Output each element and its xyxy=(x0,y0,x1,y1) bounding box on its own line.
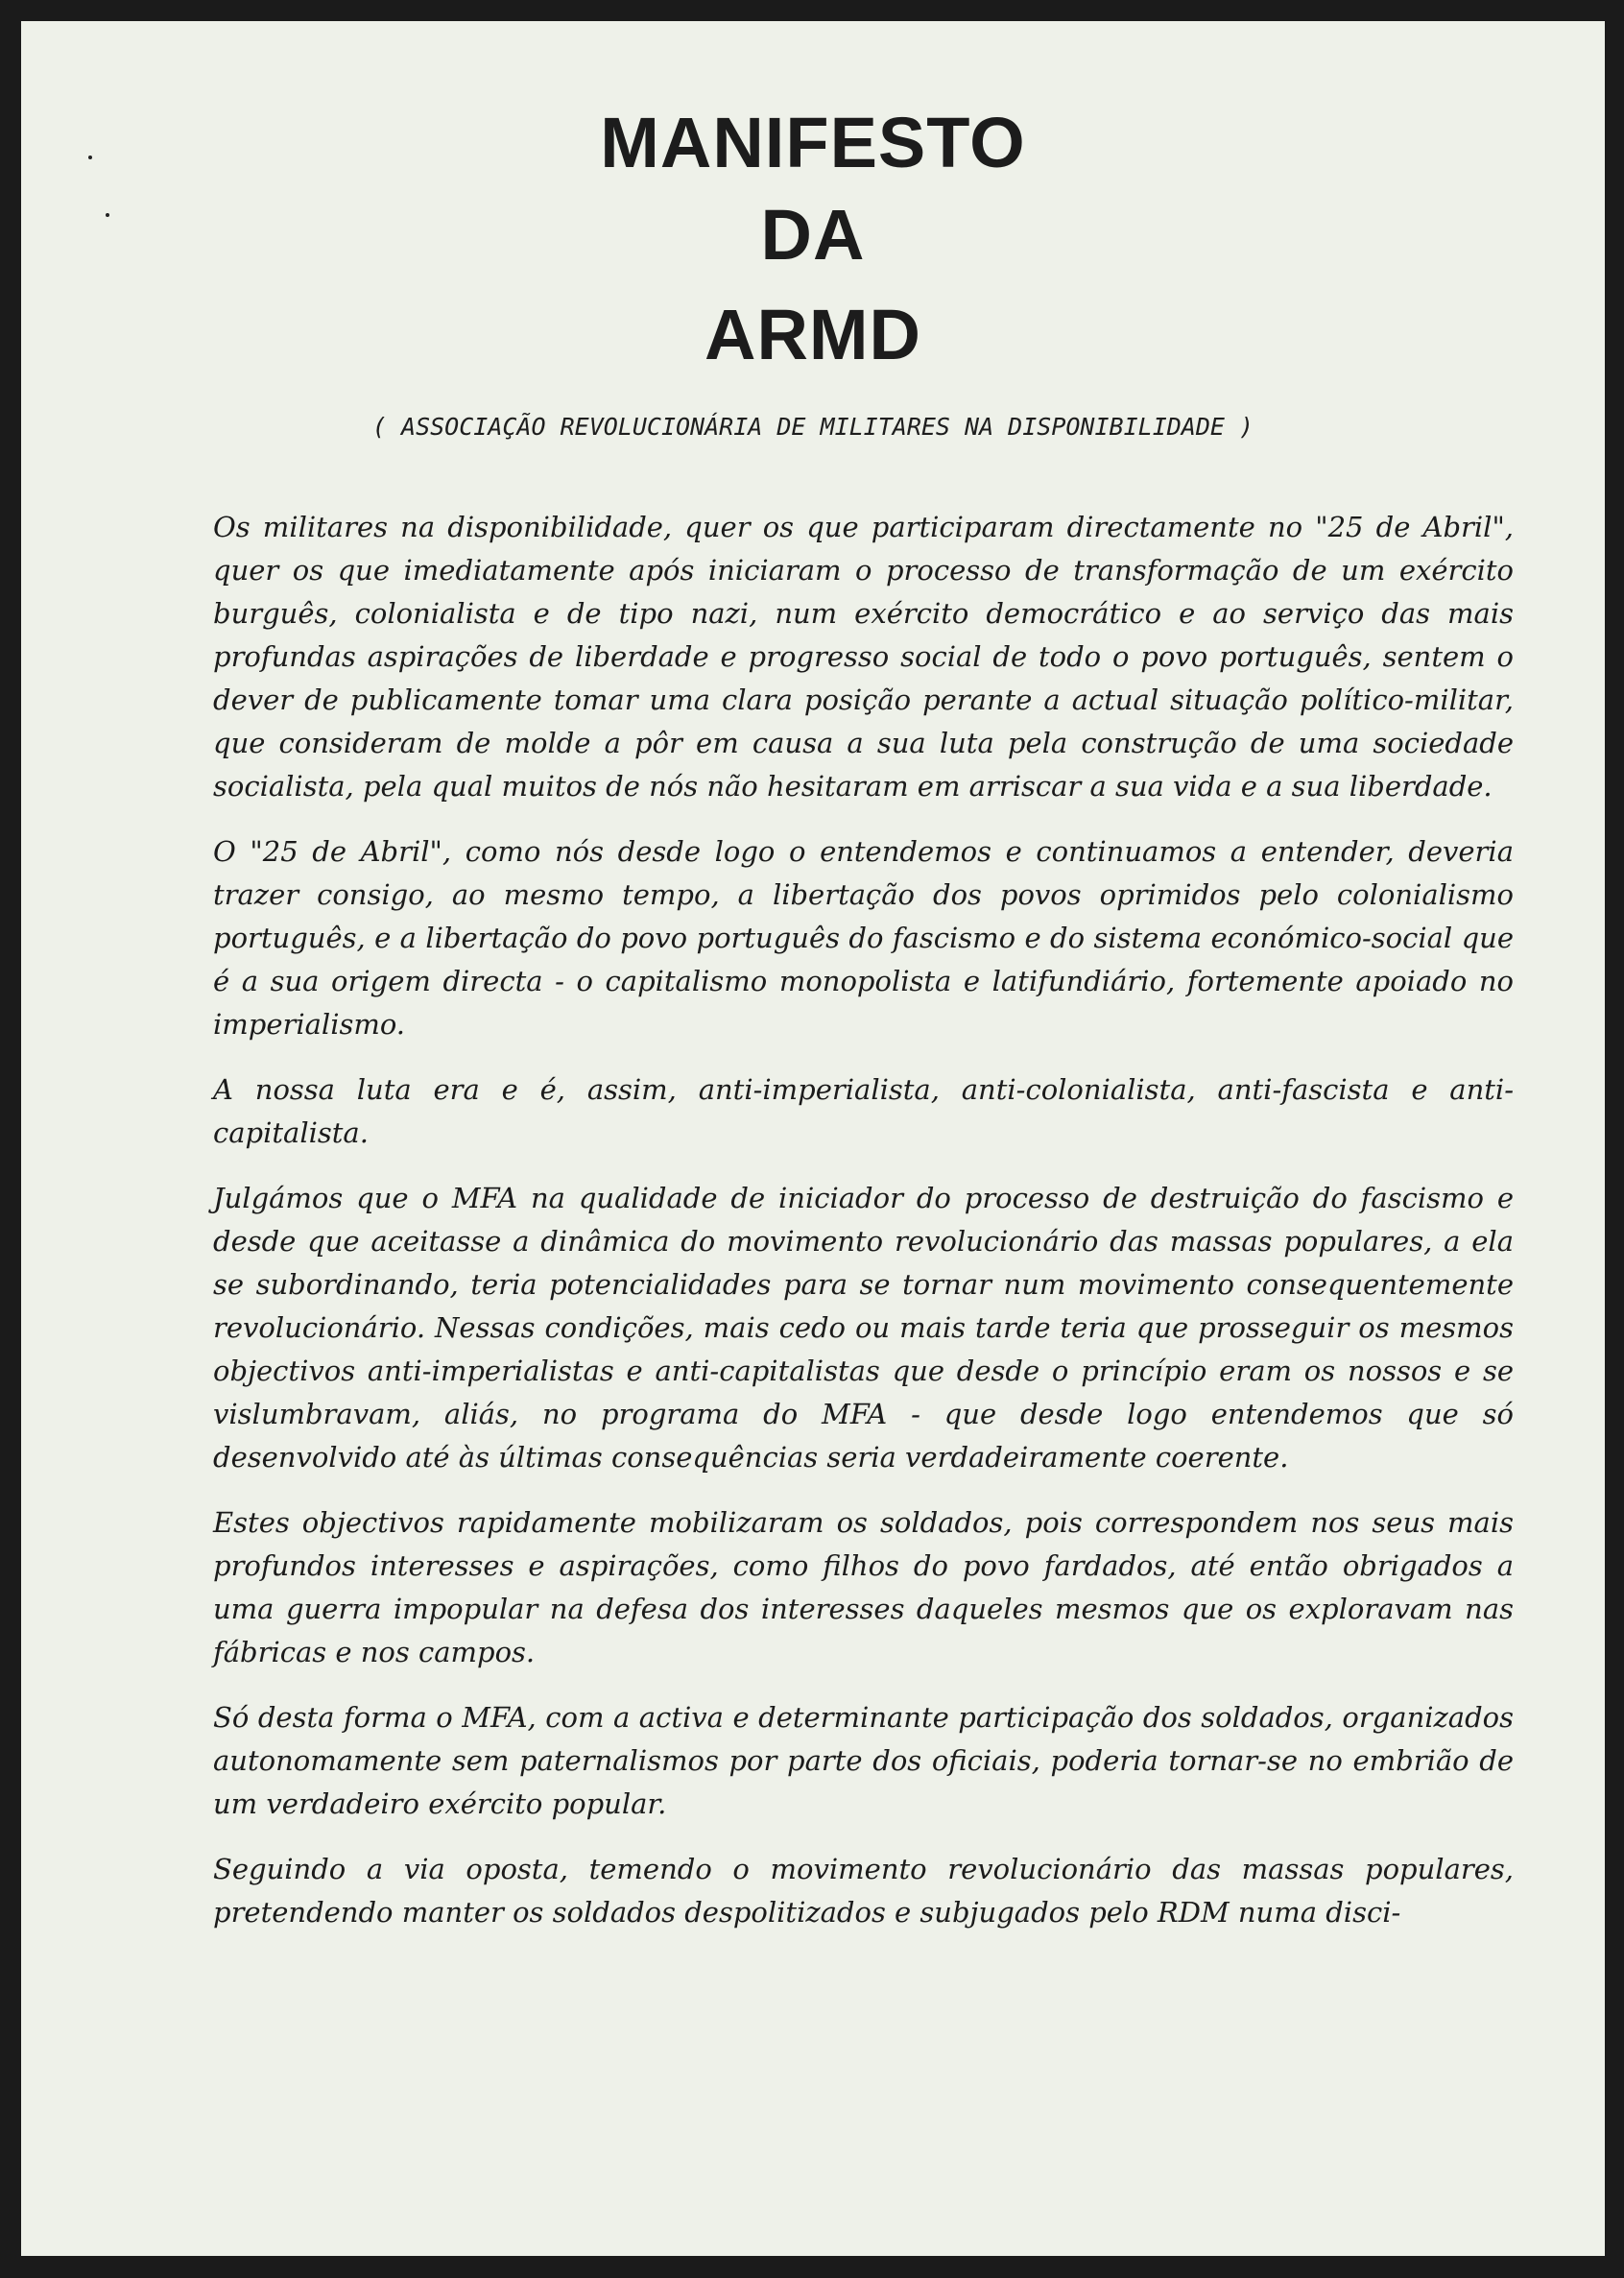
paragraph-7: Seguindo a via oposta, temendo o movimento revolucionário das massas populares, pretendendo manter os soldados despolitizados e subjugados pelo RDM numa disci- xyxy=(213,1853,1514,1929)
manifesto-body xyxy=(213,506,1514,1956)
margin-mark xyxy=(88,156,92,159)
paragraph-3: A nossa luta era e é, assim, anti-imperialista, anti-colonialista, anti-fascista e anti-capitalista. xyxy=(213,1073,1514,1149)
title-line-3: ARMD xyxy=(705,295,921,374)
paragraph-4: Julgámos que o MFA na qualidade de iniciador do processo de destruição do fascismo e desde que aceitasse a dinâmica do movimento revolucionário das massas populares, a ela se subordinando, teria potencialidades para se tornar num movimento consequentemente revolucionário. Nessas condições, mais cedo ou mais tarde teria que prosseguir os mesmos objectivos anti-imperialistas e anti-capitalistas que desde o princípio eram os nossos e se vislumbravam, aliás, no programa do MFA - que desde logo entendemos que só desenvolvido até às últimas consequências seria verdadeiramente coerente. xyxy=(213,1182,1514,1474)
paragraph-5: Estes objectivos rapidamente mobilizaram os soldados, pois correspondem nos seus mais profundos interesses e aspirações, como filhos do povo fardados, até então obrigados a uma guerra impopular na defesa dos interesses daqueles mesmos que os exploravam nas fábricas e nos campos. xyxy=(213,1506,1514,1668)
title-line-2: DA xyxy=(760,195,866,275)
paragraph-6: Só desta forma o MFA, com a activa e determinante participação dos soldados, organizados autonomamente sem paternalismos por parte dos oficiais, poderia tornar-se no embrião de um verdadeiro exército popular. xyxy=(213,1701,1514,1820)
subtitle: ( ASSOCIAÇÃO REVOLUCIONÁRIA DE MILITARES NA DISPONIBILIDADE ) xyxy=(371,413,1254,441)
margin-mark xyxy=(106,213,109,217)
document-page xyxy=(21,21,1605,2256)
paragraph-2: O "25 de Abril", como nós desde logo o entendemos e continuamos a entender, deveria trazer consigo, ao mesmo tempo, a libertação dos povos oprimidos pelo colonialismo português, e a libertação do povo português do fascismo e do sistema económico-social que é a sua origem directa - o capitalismo monopolista e latifundiário, fortemente apoiado no imperialismo. xyxy=(213,835,1514,1041)
title-line-1: MANIFESTO xyxy=(600,103,1026,182)
paragraph-1: Os militares na disponibilidade, quer os que participaram directamente no "25 de Abril", quer os que imediatamente após iniciaram o processo de transformação de um exército burguês, colonialista e de tipo nazi, num exército democrático e ao serviço das mais profundas aspirações de liberdade e progresso social de todo o povo português, sentem o dever de publicamente tomar uma clara posição perante a actual situação político-militar, que consideram de molde a pôr em causa a sua luta pela construção de uma sociedade socialista, pela qual muitos de nós não hesitaram em arriscar a sua vida e a sua liberdade. xyxy=(213,511,1514,803)
